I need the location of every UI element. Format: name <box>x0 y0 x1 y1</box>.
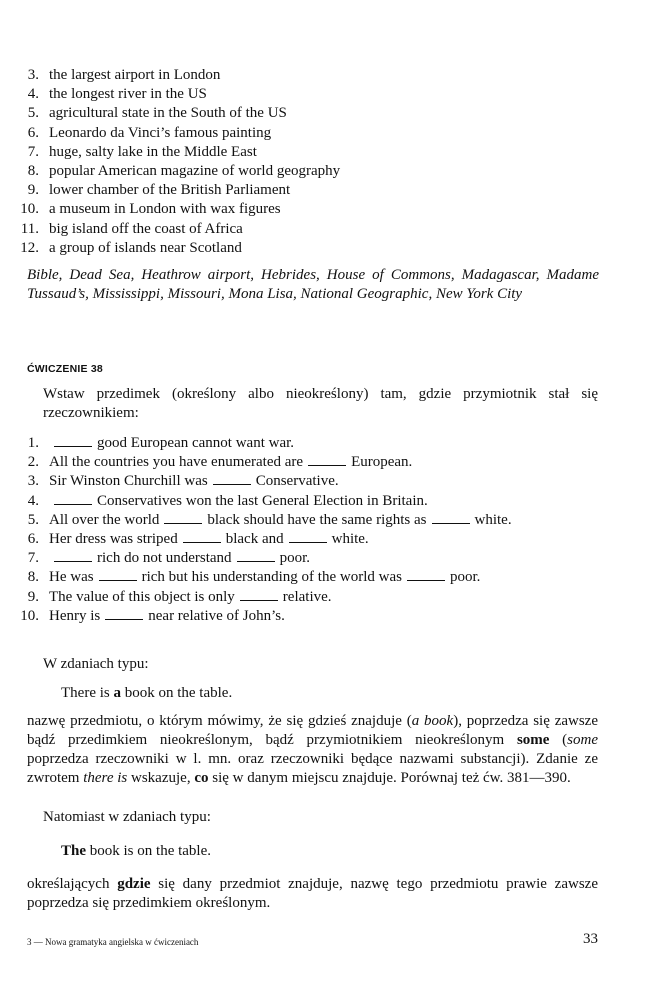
sentence-number: 2. <box>27 454 39 471</box>
list-item: Leonardo da Vinci’s famous painting <box>49 124 272 141</box>
sentence-fragment: Conservative. <box>255 473 339 490</box>
sentence <box>49 511 512 530</box>
list-item-number: 12. <box>20 239 39 256</box>
list-item-number: 4. <box>27 86 39 103</box>
footer-text: 3 — Nowa gramatyka angielska w ćwiczeniach <box>27 937 199 947</box>
grammar-paragraph-1: nazwę przedmiotu, o którym mówimy, że się gdzieś znajduje (a book), poprzedza się zawsze bądź przedimkiem nieokreślonym, bądź przymiotnikiem nieokreślonym some (some poprzedza rzeczowniki w l. mn. oraz rzeczowniki będące nazwami substancji). Zdanie ze zwrotem there is wskazuje, co się w danym miejscu znajduje. Porównaj też ćw. 381—390. <box>27 713 598 786</box>
sentence <box>49 472 339 491</box>
sentence-fragment: Sir Winston Churchill was <box>49 473 208 490</box>
grammar-intro-2: Natomiast w zdaniach typu: <box>43 809 211 825</box>
sentence-fragment: relative. <box>282 588 332 605</box>
sentence-fragment: rich but his understanding of the world was <box>141 569 402 586</box>
page-number: 33 <box>583 931 598 947</box>
sentence-number: 6. <box>27 531 39 547</box>
answer-blank[interactable] <box>183 532 221 543</box>
sentence-number: 4. <box>27 492 39 509</box>
example-sentence-2: The book is on the table. <box>61 843 211 859</box>
list-item-number: 9. <box>27 182 39 199</box>
sentence-fragment: near relative of John’s. <box>148 607 285 624</box>
list-item: agricultural state in the South of the US <box>49 105 287 122</box>
answer-options: Bible, Dead Sea, Heathrow airport, Hebrides, House of Commons, Madagascar, Madame Tussaud’s, Mississippi, Missouri, Mona Lisa, National Geographic, New York City <box>27 267 599 302</box>
answer-blank[interactable] <box>213 474 251 485</box>
list-item: popular American magazine of world geography <box>49 163 341 179</box>
sentence-number: 5. <box>27 511 39 528</box>
example-sentence-1: There is a book on the table. <box>61 685 233 701</box>
answer-blank[interactable] <box>432 513 470 524</box>
list-item-number: 6. <box>27 124 39 141</box>
sentence-fragment: Henry is <box>49 607 101 624</box>
sentence-fragment: All over the world <box>49 511 160 528</box>
sentence-fragment: European. <box>351 454 413 471</box>
list-item: a museum in London with wax figures <box>49 201 281 218</box>
sentence-fragment: He was <box>49 569 94 586</box>
sentence <box>49 530 369 549</box>
answer-blank[interactable] <box>289 532 327 543</box>
sentence-fragment: Conservatives won the last General Election in Britain. <box>97 492 428 509</box>
sentence <box>49 568 480 587</box>
sentence-fragment: poor. <box>449 569 481 586</box>
list-item: a group of islands near Scotland <box>49 239 242 256</box>
answer-blank[interactable] <box>237 551 275 562</box>
sentence-fragment: Her dress was striped <box>49 531 178 547</box>
answer-blank[interactable] <box>99 570 137 581</box>
list-item-number: 7. <box>27 143 39 160</box>
list-item-number: 3. <box>27 67 39 83</box>
list-item: huge, salty lake in the Middle East <box>49 143 257 160</box>
grammar-paragraph-2: określających gdzie się dany przedmiot znajduje, nazwę tego przedmiotu prawie zawsze poprzedza się przedimkiem określonym. <box>27 876 598 911</box>
answer-blank[interactable] <box>54 436 92 447</box>
answer-blank[interactable] <box>308 455 346 466</box>
answer-blank[interactable] <box>407 570 445 581</box>
sentence-number: 9. <box>27 588 39 605</box>
sentence <box>49 492 428 511</box>
answer-blank[interactable] <box>164 513 202 524</box>
sentence-number: 7. <box>27 550 39 567</box>
answer-blank[interactable] <box>240 590 278 601</box>
sentence-number: 3. <box>27 473 39 490</box>
sentence-fragment: poor. <box>279 550 310 567</box>
sentence <box>49 434 294 453</box>
sentence-fragment: All the countries you have enumerated are <box>49 454 304 471</box>
sentence-number: 8. <box>27 569 39 586</box>
sentence-number: 1. <box>27 435 39 451</box>
sentence-number: 10. <box>20 607 39 624</box>
sentence-fragment: white. <box>474 511 512 528</box>
sentence <box>49 549 310 568</box>
sentence <box>49 453 412 472</box>
list-item: the largest airport in London <box>49 67 221 83</box>
answer-blank[interactable] <box>105 609 143 620</box>
list-item-number: 8. <box>27 163 39 179</box>
exercise-instruction: Wstaw przedimek (określony albo nieokreślony) tam, gdzie przymiotnik stał się rzeczownikiem: <box>43 386 598 421</box>
list-item-number: 10. <box>20 201 39 218</box>
list-item: lower chamber of the British Parliament <box>49 182 291 199</box>
sentence-fragment: The value of this object is only <box>49 588 235 605</box>
sentence-fragment: good European cannot want war. <box>97 435 295 451</box>
sentence-fragment: black and <box>225 531 284 547</box>
list-item-number: 11. <box>20 220 39 237</box>
answer-blank[interactable] <box>54 494 92 505</box>
list-item: big island off the coast of Africa <box>49 220 243 237</box>
sentence-fragment: black should have the same rights as <box>207 511 427 528</box>
grammar-intro-1: W zdaniach typu: <box>43 656 149 672</box>
list-item-number: 5. <box>27 105 39 122</box>
sentence-fragment: white. <box>331 531 369 547</box>
exercise-heading: ĆWICZENIE 38 <box>27 363 103 375</box>
list-item: the longest river in the US <box>49 86 207 103</box>
sentence-fragment: rich do not understand <box>97 550 232 567</box>
sentence <box>49 588 332 607</box>
answer-blank[interactable] <box>54 551 92 562</box>
sentence <box>49 607 285 626</box>
